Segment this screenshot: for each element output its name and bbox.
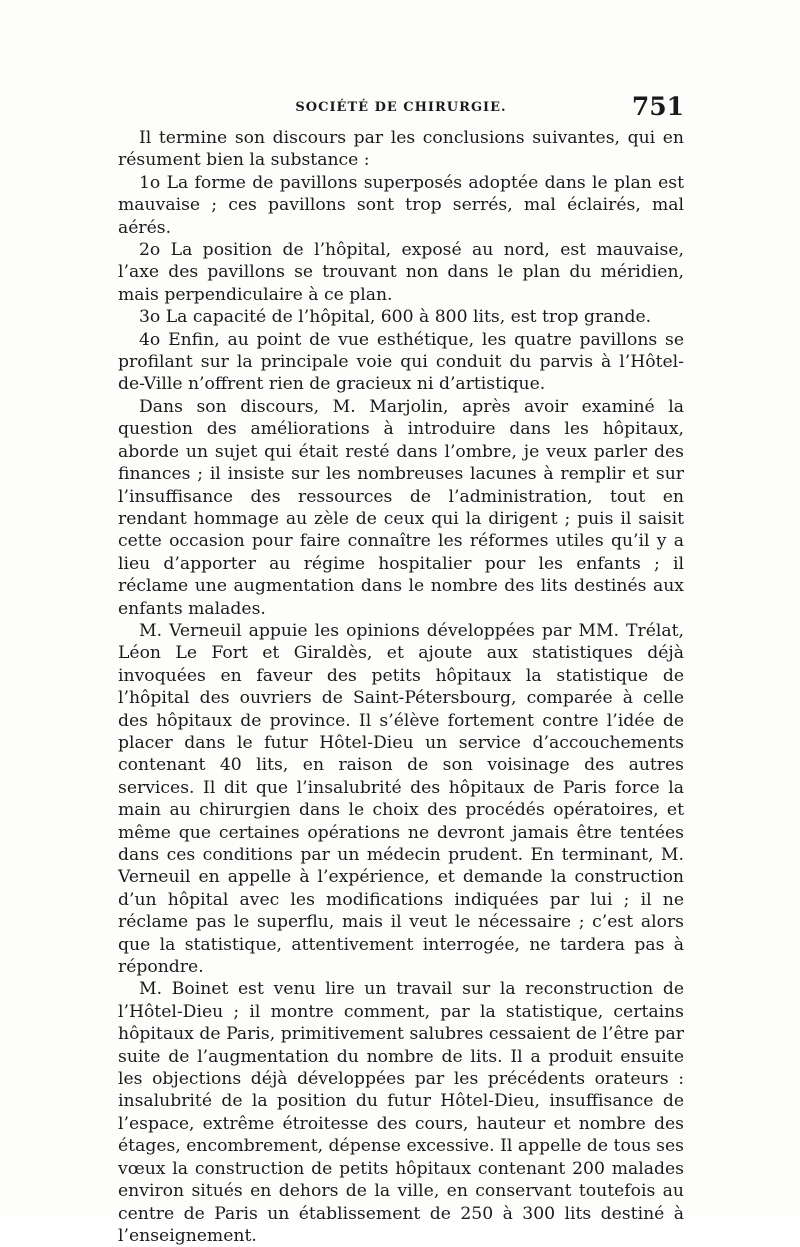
running-title: SOCIÉTÉ DE CHIRURGIE. [295, 100, 507, 115]
body-text [118, 127, 684, 1247]
paragraph-conclusion-3: 3o La capacité de l’hôpital, 600 à 800 lits, est trop grande. [139, 307, 652, 328]
paragraph-conclusion-1: 1o La forme de pavillons superposés adoptée dans le plan est mauvaise ; ces pavillons sont trop serrés, mal éclairés, mal aérés. [118, 172, 684, 238]
page-number: 751 [631, 92, 684, 121]
paragraph-conclusion-2: 2o La position de l’hôpital, exposé au nord, est mauvaise, l’axe des pavillons se trouvant non dans le plan du méridien, mais perpendiculaire à ce plan. [118, 240, 684, 305]
paragraph-marjolin: Dans son discours, M. Marjolin, après avoir examiné la question des améliorations à introduire dans les hôpitaux, aborde un sujet qui était resté dans l’ombre, je veux parler des finances ; il insiste sur les nombreuses lacunes à remplir et sur l’insuffisance des ressources de l’administration, tout en rendant hommage au zèle de ceux qui la dirigent ; puis il saisit cette occasion pour faire connaître les réformes utiles qu’il y a lieu d’apporter au régime hospitalier pour les enfants ; il réclame une augmentation dans le nombre des lits destinés aux enfants malades. [118, 396, 684, 619]
paragraph-boinet: M. Boinet est venu lire un travail sur la reconstruction de l’Hôtel-Dieu ; il montre comment, par la statistique, certains hôpitaux de Paris, primitivement salubres cessaient de l’être par suite de l’augmentation du nombre de lits. Il a produit ensuite les objections déjà développées par les précédents orateurs : insalubrité de la position du futur Hôtel-Dieu, insuffisance de l’espace, extrême étroitesse des cours, hauteur et nombre des étages, encombrement, dépense excessive. Il appelle de tous ses vœux la construction de petits hôpitaux contenant 200 malades environ situés en dehors de la ville, en conservant toutefois au centre de Paris un établissement de 250 à 300 lits destiné à l’enseignement. [118, 979, 684, 1246]
paragraph-conclusions-intro: Il termine son discours par les conclusions suivantes, qui en résument bien la substance : [118, 128, 684, 171]
paragraph-verneuil: M. Verneuil appuie les opinions développées par MM. Trélat, Léon Le Fort et Giraldès, et ajoute aux statistiques déjà invoquées en faveur des petits hôpitaux la statistique de l’hôpital des ouvriers de Saint-Pétersbourg, comparée à celle des hôpitaux de province. Il s’élève fortement contre l’idée de placer dans le futur Hôtel-Dieu un service d’accouchements contenant 40 lits, en raison de son voisinage des autres services. Il dit que l’insalubrité des hôpitaux de Paris force la main au chirurgien dans le choix des procédés opératoires, et même que certaines opérations ne devront jamais être tentées dans ces conditions par un médecin prudent. En terminant, M. Verneuil en appelle à l’expérience, et demande la construction d’un hôpital avec les modifications indiquées par lui ; il ne réclame pas le superflu, mais il veut le nécessaire ; c’est alors que la statistique, attentivement interrogée, ne tardera pas à répondre. [118, 620, 684, 978]
running-header [118, 92, 684, 122]
paragraph-conclusion-4: 4o Enfin, au point de vue esthétique, les quatre pavillons se profilant sur la principale voie qui conduit du parvis à l’Hôtel-de-Ville n’offrent rien de gracieux ni d’artistique. [118, 329, 684, 395]
